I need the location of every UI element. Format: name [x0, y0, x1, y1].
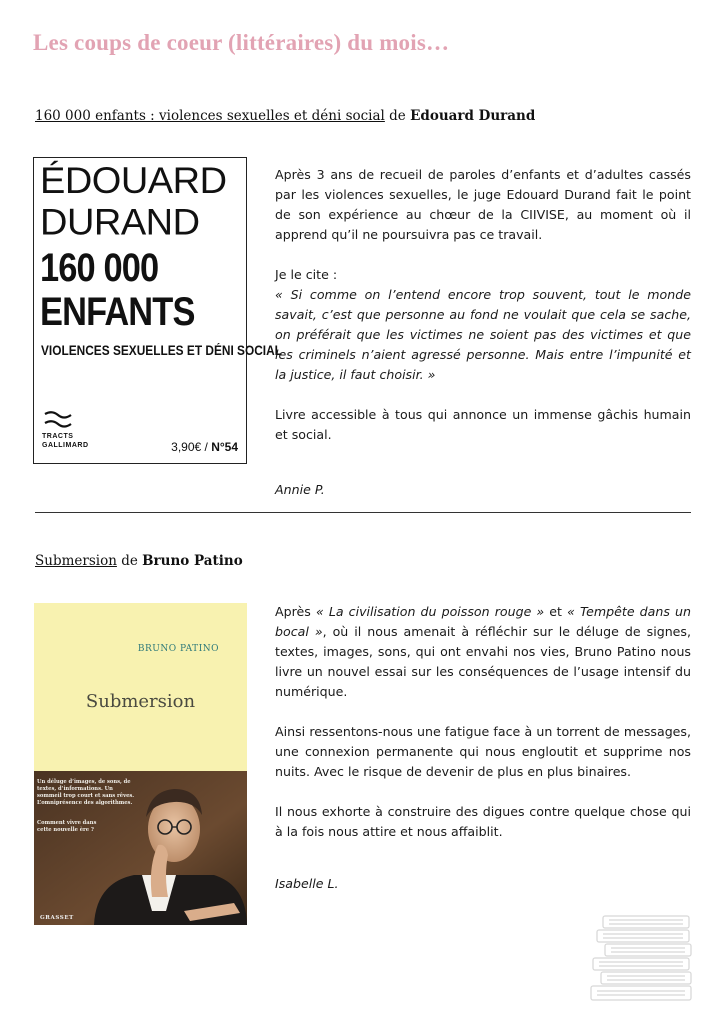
- book2-title: Submersion: [35, 553, 117, 569]
- book2-heading: [35, 553, 243, 569]
- page-title: Les coups de coeur (littéraires) du mois…: [33, 30, 450, 55]
- book1-heading: [35, 108, 535, 124]
- book1-review-p1: Après 3 ans de recueil de paroles d’enfants et d’adultes cassés par les violences sexuelles, le juge Edouard Durand fait le point de son expérience au chœur de la CIIVISE, au moment où il apprend qu’il ne poursuivra pas ce travail.: [275, 167, 691, 242]
- book1-review-quote: « Si comme on l’entend encore trop souvent, tout le monde savait, c’est que personne au fond ne voulait que cela se sache, on préférait que les victimes ne soient pas des victimes et que les criminels n’aient agressé personne. Mais entre l’impunité et la justice, il faut choisir. »: [275, 287, 691, 382]
- book2-cover-top: [34, 603, 247, 771]
- book1-cover-number: N°54: [211, 440, 238, 454]
- book2-review-p1-a: Après: [275, 604, 316, 619]
- section-divider: [35, 512, 691, 513]
- book1-cover-publisher-line1: TRACTS: [42, 433, 74, 440]
- book2-review-p1: [275, 602, 691, 702]
- book2-connector: de: [116, 553, 143, 569]
- book1-review-p3: Livre accessible à tous qui annonce un immense gâchis humain et social.: [275, 407, 691, 442]
- book2-review-ref2: « Tempête dans un bocal »: [275, 604, 691, 639]
- book2-cover-publisher: GRASSET: [40, 915, 74, 921]
- book1-review: [275, 165, 691, 500]
- book2-cover-title: Submersion: [85, 691, 196, 712]
- book1-cover-author: [40, 161, 227, 243]
- book1-cover-price-value: 3,90€ /: [171, 440, 212, 454]
- book1-cover-title-line1: 160 000: [40, 246, 159, 290]
- book2-cover-blurb: Un déluge d’images, de sons, de textes, d’informations. Un sommeil trop court et sans rêves. L’omniprésence des algorithmes.: [37, 779, 135, 806]
- book2-review-p1-b: et: [544, 604, 568, 619]
- book1-cover-author-line2: DURAND: [40, 202, 200, 244]
- book1-review-signature: Annie P.: [275, 482, 325, 497]
- book1-cover-publisher-line2: GALLIMARD: [42, 442, 89, 449]
- book1-connector: de: [384, 108, 411, 124]
- book2-cover-author: BRUNO PATINO: [137, 644, 219, 654]
- book1-author: Edouard Durand: [410, 108, 536, 124]
- book1-cover-price: [171, 440, 238, 454]
- book1-cover-author-line1: ÉDOUARD: [40, 160, 227, 202]
- book1-review-intro: Je le cite :: [275, 267, 338, 282]
- book2-review-p1-c: , où il nous amenait à réfléchir sur le déluge de signes, textes, images, sons, qui ont envahi nos vies, Bruno Patino nous livre un nouvel essai sur les conséquences de l’usage intensif du numérique.: [275, 624, 691, 699]
- book2-cover: [34, 603, 247, 925]
- book-stack-icon: [583, 910, 705, 1010]
- book2-review-ref1: « La civilisation du poisson rouge »: [315, 604, 545, 619]
- book2-cover-blurb-question: Comment vivre dans cette nouvelle ère ?: [37, 820, 97, 833]
- book1-cover: [33, 157, 282, 464]
- book2-author: Bruno Patino: [142, 553, 243, 569]
- book2-review-p2: Ainsi ressentons-nous une fatigue face à un torrent de messages, une connexion permanente qui nous engloutit et supprime nos nuits. Avec le risque de devenir de plus en plus binaires.: [275, 724, 691, 779]
- book1-title: 160 000 enfants : violences sexuelles et déni social: [35, 108, 385, 124]
- book1-cover-publisher: [42, 432, 89, 450]
- book2-review: [275, 602, 691, 894]
- book1-cover-title-line2: ENFANTS: [40, 290, 195, 334]
- book2-review-p3: Il nous exhorte à construire des digues contre quelque chose qui à la fois nous attire et nous affaiblit.: [275, 804, 691, 839]
- book1-cover-subtitle: VIOLENCES SEXUELLES ET DÉNI SOCIAL: [41, 343, 282, 358]
- book2-review-signature: Isabelle L.: [275, 876, 339, 891]
- gallimard-logo-icon: [42, 410, 74, 432]
- book1-cover-title: [40, 246, 195, 334]
